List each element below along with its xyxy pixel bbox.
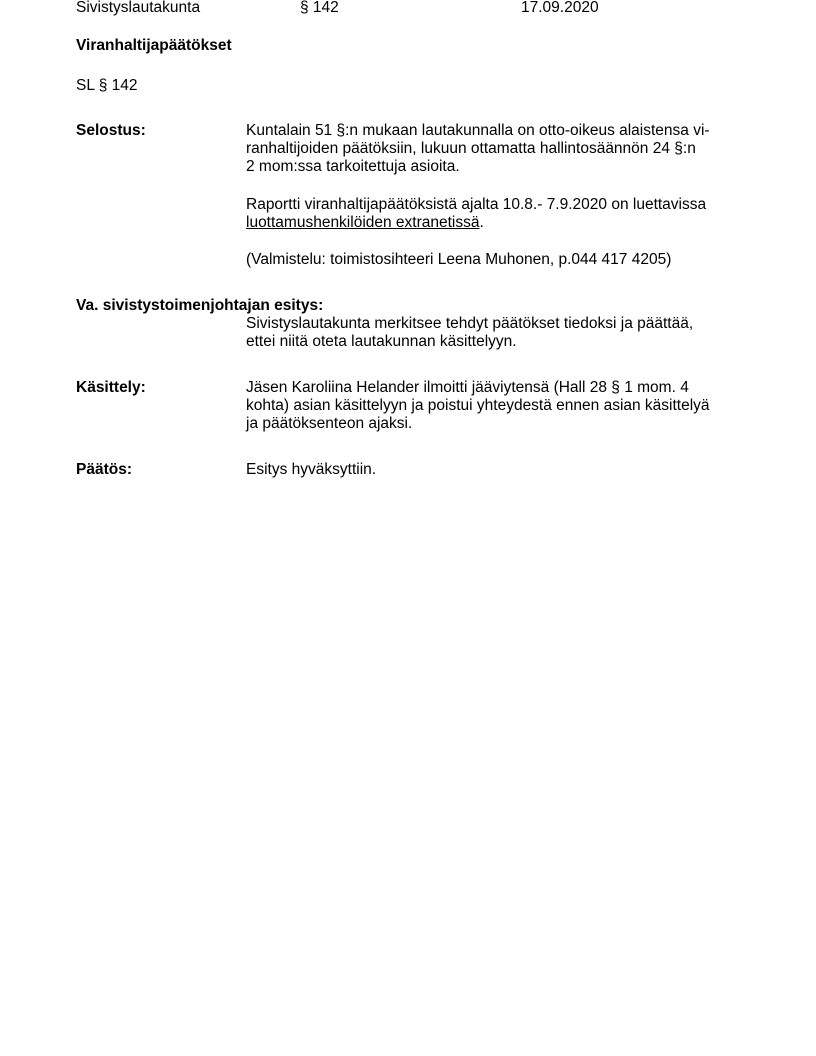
esitys-label: Va. sivistystoimenjohtajan esitys: <box>76 297 324 314</box>
header-committee: Sivistyslautakunta <box>76 0 201 16</box>
esitys-line-1: Sivistyslautakunta merkitsee tehdyt päätökset tiedoksi ja päättää, <box>246 315 694 332</box>
selostus-line-3: 2 mom:ssa tarkoitettuja asioita. <box>246 158 460 176</box>
selostus-line-1: Kuntalain 51 §:n mukaan lautakunnalla on otto-oikeus alaistensa vi- <box>246 122 710 139</box>
kasittely-line-1: Jäsen Karoliina Helander ilmoitti jääviytensä (Hall 28 § 1 mom. 4 <box>246 379 689 396</box>
selostus-report-line: Raportti viranhaltijapäätöksistä ajalta 10.8.- 7.9.2020 on luettavissa <box>246 196 707 213</box>
selostus-paragraph-2 <box>246 196 736 232</box>
extranet-period: . <box>479 214 484 232</box>
paatos-text: Esitys hyväksyttiin. <box>246 461 377 478</box>
esitys-text <box>246 315 736 351</box>
kasittely-line-2: kohta) asian käsittelyyn ja poistui yhteydestä ennen asian käsittelyä <box>246 397 710 415</box>
selostus-label: Selostus: <box>76 122 146 139</box>
selostus-preparation: (Valmistelu: toimistosihteeri Leena Muhonen, p.044 417 4205) <box>246 251 672 268</box>
header-date: 17.09.2020 <box>521 0 599 16</box>
paatos-label: Päätös: <box>76 461 132 478</box>
kasittely-line-3: ja päätöksenteon ajaksi. <box>246 415 413 433</box>
header-section: § 142 <box>300 0 339 16</box>
esitys-line-2: ettei niitä oteta lautakunnan käsittelyyn. <box>246 333 517 351</box>
selostus-extranet-line <box>246 214 736 232</box>
selostus-paragraph-1 <box>246 122 736 177</box>
extranet-link[interactable]: luottamushenkilöiden extranetissä <box>246 214 480 232</box>
kasittely-label: Käsittely: <box>76 379 146 396</box>
section-code: SL § 142 <box>76 77 138 94</box>
page-title: Viranhaltijapäätökset <box>76 37 232 54</box>
kasittely-text <box>246 379 736 434</box>
selostus-line-2: ranhaltijoiden päätöksiin, lukuun ottamatta hallintosäännön 24 §:n <box>246 140 696 158</box>
